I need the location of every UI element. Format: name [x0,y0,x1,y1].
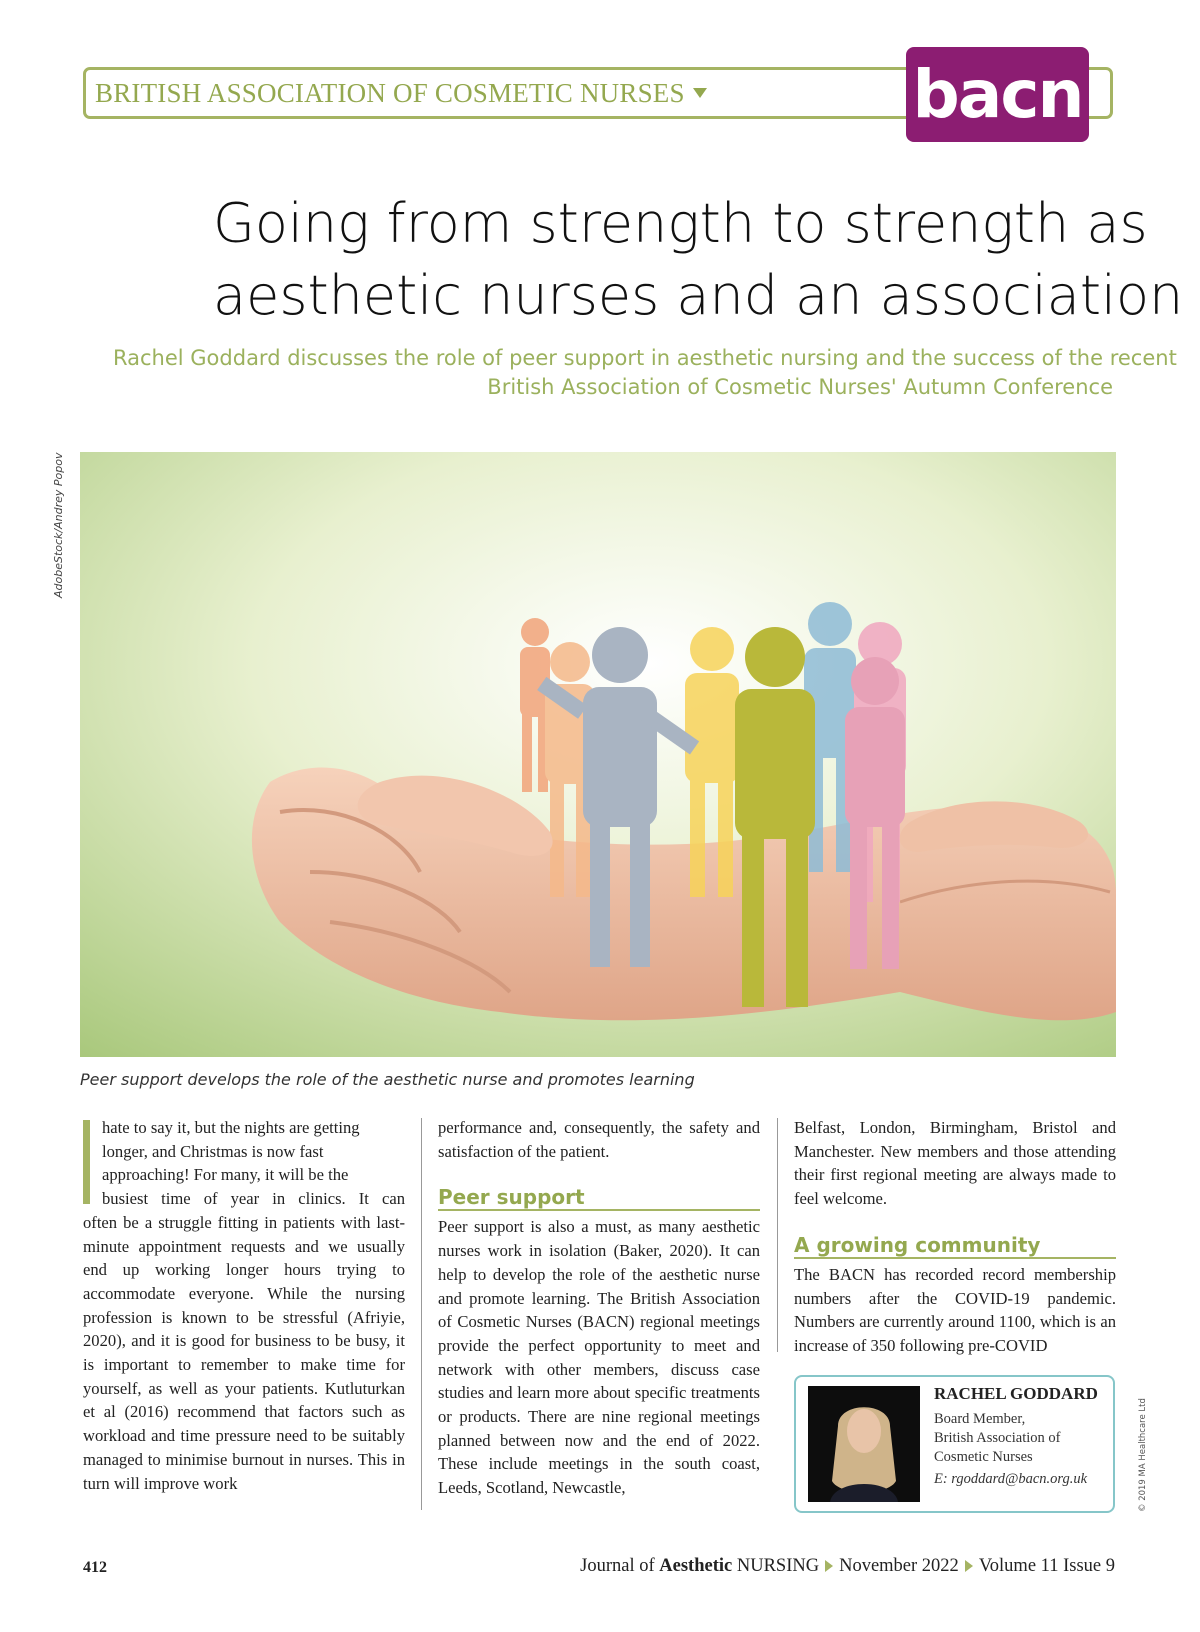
standfirst-line-2: British Association of Cosmetic Nurses' Autumn Conference [487,375,1113,399]
body-paragraph: performance and, consequently, the safety and satisfaction of the patient. [438,1118,760,1161]
author-email-link[interactable]: E: rgoddard@bacn.org.uk [934,1471,1088,1487]
photo-credit: AdobeStock/Andrey Popov [52,452,65,598]
triangle-right-icon [965,1560,973,1572]
body-column-3 [794,1116,1116,1358]
intro-line: busiest time of year in clinics. It can [102,1189,405,1209]
author-organisation: Cosmetic Nurses [934,1449,1033,1465]
page-number: 412 [83,1559,107,1576]
bacn-logo-text: bacn [912,56,1083,133]
section-heading-growing-community: A growing community [794,1233,1116,1259]
body-paragraph: Peer support is also a must, as many aesthetic nurses work in isolation (Baker, 2020). It can help to develop the role of the aesthetic nurse and promote learning. The British Association of Cosmetic Nurses (BACN) regional meetings provide the perfect opportunity to meet and network with other members, discuss case studies and learn more about specific treatments or products. There are nine regional meetings planned between now and the end of 2022. These include meetings in the south coast, Leeds, Scotland, Newcastle, [438,1217,760,1498]
copyright-notice: © 2019 MA Healthcare Ltd [1138,1398,1148,1512]
author-organisation: British Association of [934,1430,1061,1446]
image-caption: Peer support develops the role of the aesthetic nurse and promotes learning [80,1070,695,1089]
article-standfirst [113,344,1177,402]
column-divider [777,1118,778,1352]
standfirst-line-1: Rachel Goddard discusses the role of peer support in aesthetic nursing and the success of the recent [113,346,1177,370]
volume-issue: Volume 11 Issue 9 [978,1556,1115,1576]
association-name: BRITISH ASSOCIATION OF COSMETIC NURSES [95,78,707,109]
body-paragraph: Belfast, London, Birmingham, Bristol and Manchester. New members and those attending their first regional meeting are always made to feel welcome. [794,1118,1116,1209]
body-paragraph: The BACN has recorded record membership numbers after the COVID-19 pandemic. Numbers are currently around 1100, which is an increase of 350 following pre-COVID [794,1264,1116,1355]
footer-journal-info: Journal of Aesthetic NURSING November 2022 Volume 11 Issue 9 [580,1556,1115,1576]
title-line-1: Going from strength to strength as [213,192,1148,255]
intro-line: hate to say it, but the nights are getting [102,1118,360,1137]
hero-image [80,452,1116,1057]
issue-date: November 2022 [839,1556,959,1576]
hands-paper-people-illustration [80,452,1116,1057]
column-divider [421,1118,422,1510]
title-line-2: aesthetic nurses and an association [213,264,1184,327]
intro-line: approaching! For many, it will be the [102,1165,349,1185]
author-name: RACHEL GODDARD [934,1384,1098,1403]
intro-line: longer, and Christmas is now fast [102,1141,324,1161]
triangle-down-icon [693,88,707,98]
author-role: Board Member, [934,1411,1026,1427]
article-title [213,188,1184,332]
body-column-2 [438,1116,760,1500]
body-column-1 [83,1116,405,1495]
section-heading-peer-support: Peer support [438,1185,760,1211]
author-photo [808,1386,920,1502]
body-paragraph: often be a struggle fitting in patients with last-minute appointment requests and we usually end up working longer hours trying to accommodate everyone. While the nursing profession is known to be stressful (Afriyie, 2020), and it is good for business to be busy, it is important to remember to make time for yourself, as well as your patients. Kutluturkan et al (2016) recommend that factors such as workload and time pressure need to be suitably managed to minimise burnout in nurses. This in turn will improve work [83,1212,405,1493]
triangle-right-icon [825,1560,833,1572]
author-portrait [808,1386,920,1502]
